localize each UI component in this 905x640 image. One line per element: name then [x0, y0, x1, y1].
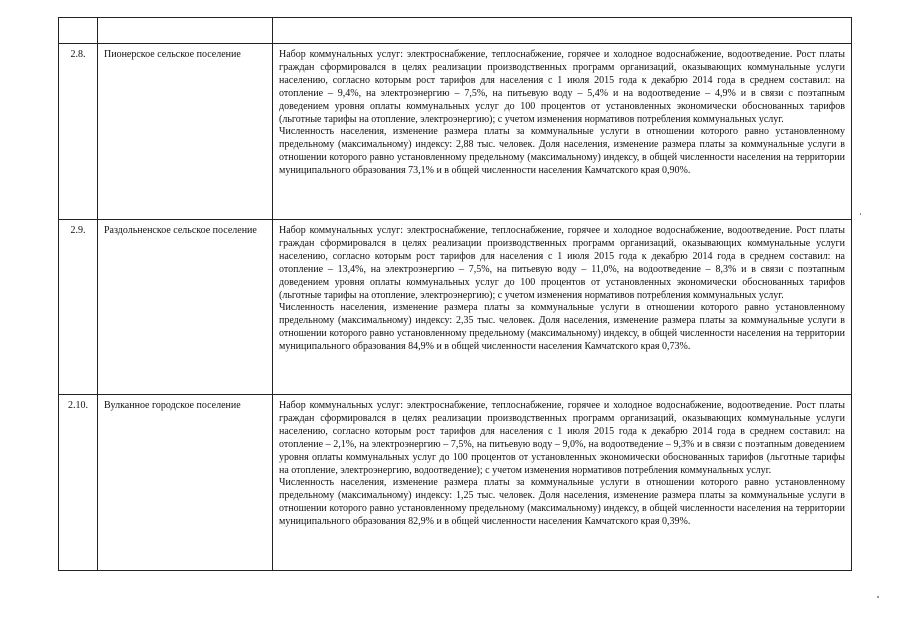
- settlement-name: Пионерское сельское поселение: [98, 44, 273, 220]
- scan-speck: [860, 213, 861, 215]
- table-row: [59, 44, 852, 220]
- row-number: 2.10.: [59, 395, 98, 571]
- utilities-paragraph: Набор коммунальных услуг: электроснабжение, теплоснабжение, горячее и холодное водоснабжение, водоотведение. Рост платы граждан сформировался в целях реализации производственных программ организаций, оказывающих коммунальные услуги населению, согласно которым рост тарифов для населения с 1 июля 2015 года к декабрю 2014 года в среднем составил: на отопление – 9,4%, на электроэнергию – 7,5%, на питьевую воду – 5,4% и на водоотведение – 4,9% и в связи с поэтапным доведением уровня оплаты коммунальных услуг до 100 процентов от установленных экономически обоснованных тарифов (льготные тарифы на отопление, электроэнергию); с учетом изменения нормативов потребления коммунальных услуг.: [279, 49, 845, 125]
- settlement-name: Раздольненское сельское поселение: [98, 220, 273, 395]
- description-cell: [273, 395, 852, 571]
- population-paragraph: Численность населения, изменение размера платы за коммунальные услуги в отношении которого равно установленному предельному (максимальному) индексу: 2,88 тыс. человек. Доля населения, изменение размера платы за коммунальные услуги в отношении которого равно установленному предельному (максимальному) индексу, в общей численности населения на территории муниципального образования 73,1% и в общей численности населения Камчатского края 0,90%.: [279, 126, 845, 177]
- table-row: [59, 220, 852, 395]
- row-number: 2.9.: [59, 220, 98, 395]
- description-cell: [273, 220, 852, 395]
- description-cell: [273, 44, 852, 220]
- scan-speck: [877, 596, 879, 598]
- population-paragraph: Численность населения, изменение размера платы за коммунальные услуги в отношении которого равно установленному предельному (максимальному) индексу: 2,35 тыс. человек. Доля населения, изменение размера платы за коммунальные услуги в отношении которого равно установленному предельному (максимальному) индексу, в общей численности населения на территории муниципального образования 84,9% и в общей численности населения Камчатского края 0,73%.: [279, 302, 845, 353]
- header-cell-name: [98, 18, 273, 44]
- tariff-table: [58, 17, 852, 571]
- row-number: 2.8.: [59, 44, 98, 220]
- utilities-paragraph: Набор коммунальных услуг: электроснабжение, теплоснабжение, горячее и холодное водоснабжение, водоотведение. Рост платы граждан сформировался в целях реализации производственных программ организаций, оказывающих коммунальные услуги населению, согласно которым рост тарифов для населения с 1 июля 2015 года к декабрю 2014 года в среднем составил: на отопление – 2,1%, на электроэнергию – 7,5%, на питьевую воду – 9,0%, на водоотведение – 9,3% и в связи с поэтапным доведением уровня оплаты коммунальных услуг до 100 процентов от установленных экономически обоснованных тарифов (льготные тарифы на отопление, электроэнергию, водоотведение); с учетом изменения нормативов потребления коммунальных услуг.: [279, 400, 845, 476]
- table-row: [59, 395, 852, 571]
- utilities-paragraph: Набор коммунальных услуг: электроснабжение, теплоснабжение, горячее и холодное водоснабжение, водоотведение. Рост платы граждан сформировался в целях реализации производственных программ организаций, оказывающих коммунальные услуги населению, согласно которым рост тарифов для населения с 1 июля 2015 года к декабрю 2014 года в среднем составил: на отопление – 13,4%, на электроэнергию – 7,5%, на питьевую воду – 11,0%, на водоотведение – 8,3% и в связи с поэтапным доведением уровня оплаты коммунальных услуг до 100 процентов от установленных экономически обоснованных тарифов (льготные тарифы на отопление, электроэнергию); с учетом изменения нормативов потребления коммунальных услуг.: [279, 225, 845, 301]
- population-paragraph: Численность населения, изменение размера платы за коммунальные услуги в отношении которого равно установленному предельному (максимальному) индексу: 1,25 тыс. человек. Доля населения, изменение размера платы за коммунальные услуги в отношении которого равно установленному предельному (максимальному) индексу, в общей численности населения на территории муниципального образования 82,9% и в общей численности населения Камчатского края 0,39%.: [279, 477, 845, 528]
- header-cell-text: [273, 18, 852, 44]
- table-header-row: [59, 18, 852, 44]
- settlement-name: Вулканное городское поселение: [98, 395, 273, 571]
- header-cell-num: [59, 18, 98, 44]
